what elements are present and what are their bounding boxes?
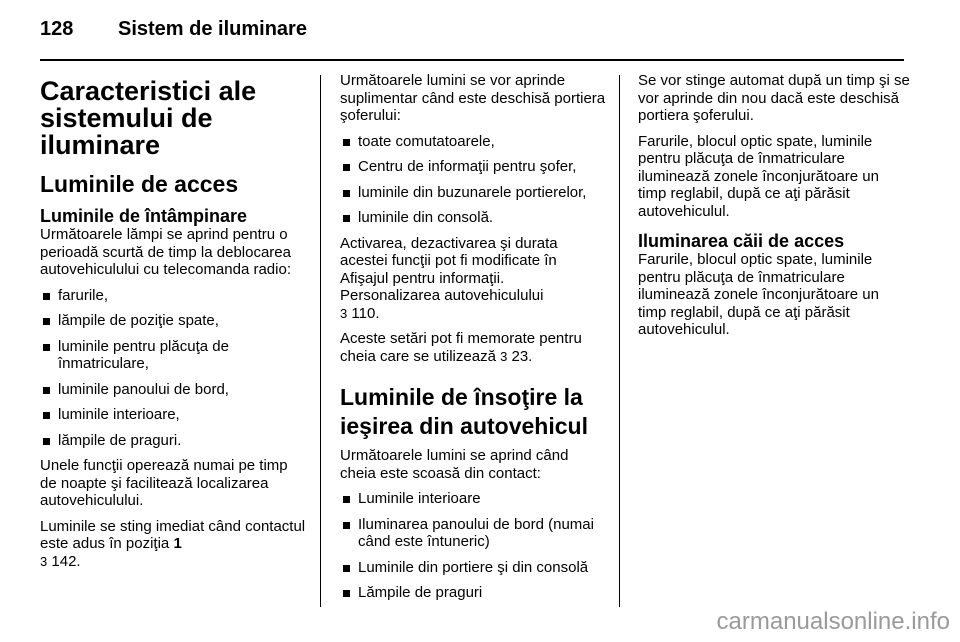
section-heading-access-lights: Luminile de acces — [40, 171, 239, 197]
column-divider-2 — [619, 75, 620, 607]
column-divider-1 — [320, 75, 321, 607]
bullet-icon — [343, 164, 350, 171]
page-reference-icon: 3 — [500, 348, 508, 364]
section-title: Sistem de iluminare — [118, 18, 307, 40]
list-item: Luminile din portiere şi din consolă — [340, 559, 608, 577]
bullet-icon — [343, 590, 350, 597]
bullet-icon — [343, 565, 350, 572]
paragraph-driver-door-intro: Următoarele lumini se vor aprinde suplimentar când este deschisă portiera şoferului: — [340, 72, 606, 124]
column-2 — [340, 72, 608, 610]
bullet-icon — [43, 387, 50, 394]
paragraph-lights-off: Luminile se sting imediat când contactul este adus în poziţia 1 3 142. — [40, 517, 306, 570]
paragraph-welcome-intro: Următoarele lămpi se aprind pentru o perioadă scurtă de timp la deblocarea autovehiculului cu telecomanda radio: — [40, 226, 291, 278]
list-item: farurile, — [40, 287, 308, 305]
bullet-icon — [43, 318, 50, 325]
paragraph-activation: Activarea, dezactivarea şi durata acestei funcţii pot fi modificate în Afişajul pentru informaţii. — [340, 234, 558, 287]
list-item: lămpile de poziţie spate, — [40, 312, 308, 330]
paragraph-personalization: Personalizarea autovehiculului 3 110. — [340, 287, 544, 322]
list-item: luminile interioare, — [40, 406, 308, 424]
paragraph-path-lighting: Farurile, blocul optic spate, luminile pentru plăcuţa de înmatriculare iluminează zonele înconjurătoare un timp reglabil, după ce aţi părăsit autovehiculul. — [638, 251, 879, 338]
list-item: lămpile de praguri. — [40, 432, 308, 450]
subsection-heading-path-lighting: Iluminarea căii de acces — [638, 231, 845, 251]
driver-door-lights-list — [340, 133, 608, 227]
chapter-title: Caracteristici ale sistemului de iluminare — [40, 76, 257, 160]
bullet-icon — [43, 344, 50, 351]
list-item: Lămpile de praguri — [340, 584, 608, 602]
list-item: luminile din consolă. — [340, 209, 608, 227]
bullet-icon — [343, 139, 350, 146]
page-reference-icon: 3 — [40, 553, 48, 569]
list-item: luminile din buzunarele portierelor, — [340, 184, 608, 202]
list-item: luminile panoului de bord, — [40, 381, 308, 399]
bullet-icon — [43, 438, 50, 445]
page-reference[interactable]: 142. — [51, 552, 81, 570]
list-item: Centru de informaţii pentru şofer, — [340, 158, 608, 176]
bullet-icon — [343, 190, 350, 197]
section-heading-exit-lights: Luminile de însoţire la ieşirea din autovehicul — [340, 384, 588, 439]
column-1 — [40, 72, 308, 578]
subsection-heading-welcome-lights: Luminile de întâmpinare — [40, 206, 248, 226]
list-item: toate comutatoarele, — [340, 133, 608, 151]
page-number: 128 — [40, 18, 74, 40]
exit-lights-list — [340, 490, 608, 602]
paragraph-saved-settings: Aceste setări pot fi memorate pentru cheia care se utilizează 3 23. — [340, 330, 582, 365]
list-item: luminile pentru plăcuţa de înmatriculare, — [40, 338, 308, 373]
watermark: carmanualsonline.info — [716, 608, 950, 635]
bullet-icon — [343, 496, 350, 503]
paragraph-exit-intro: Următoarele lumini se aprind când cheia este scoasă din contact: — [340, 447, 569, 482]
paragraph-headlights: Farurile, blocul optic spate, luminile pentru plăcuţa de înmatriculare iluminează zonele înconjurătoare un timp reglabil, după ce aţi părăsit autovehiculul. — [638, 132, 879, 220]
page-reference[interactable]: 110. — [351, 304, 380, 322]
page-reference[interactable]: 23. — [511, 347, 533, 365]
paragraph-auto-off: Se vor stinge automat după un timp şi se vor aprinde din nou dacă este deschisă portiera şoferului. — [638, 72, 910, 124]
ignition-position: 1 — [173, 535, 182, 552]
list-item: Luminile interioare — [340, 490, 608, 508]
list-item: Iluminarea panoului de bord (numai când este întuneric) — [340, 516, 608, 551]
bullet-icon — [43, 293, 50, 300]
bullet-icon — [343, 215, 350, 222]
bullet-icon — [43, 412, 50, 419]
bullet-icon — [343, 522, 350, 529]
header-divider — [40, 59, 904, 61]
column-3 — [638, 72, 910, 347]
welcome-lights-list — [40, 287, 308, 450]
paragraph-night-functions: Unele funcţii operează numai pe timp de noapte şi facilitează localizarea autovehiculului. — [40, 457, 288, 509]
page-reference-icon: 3 — [340, 305, 348, 321]
